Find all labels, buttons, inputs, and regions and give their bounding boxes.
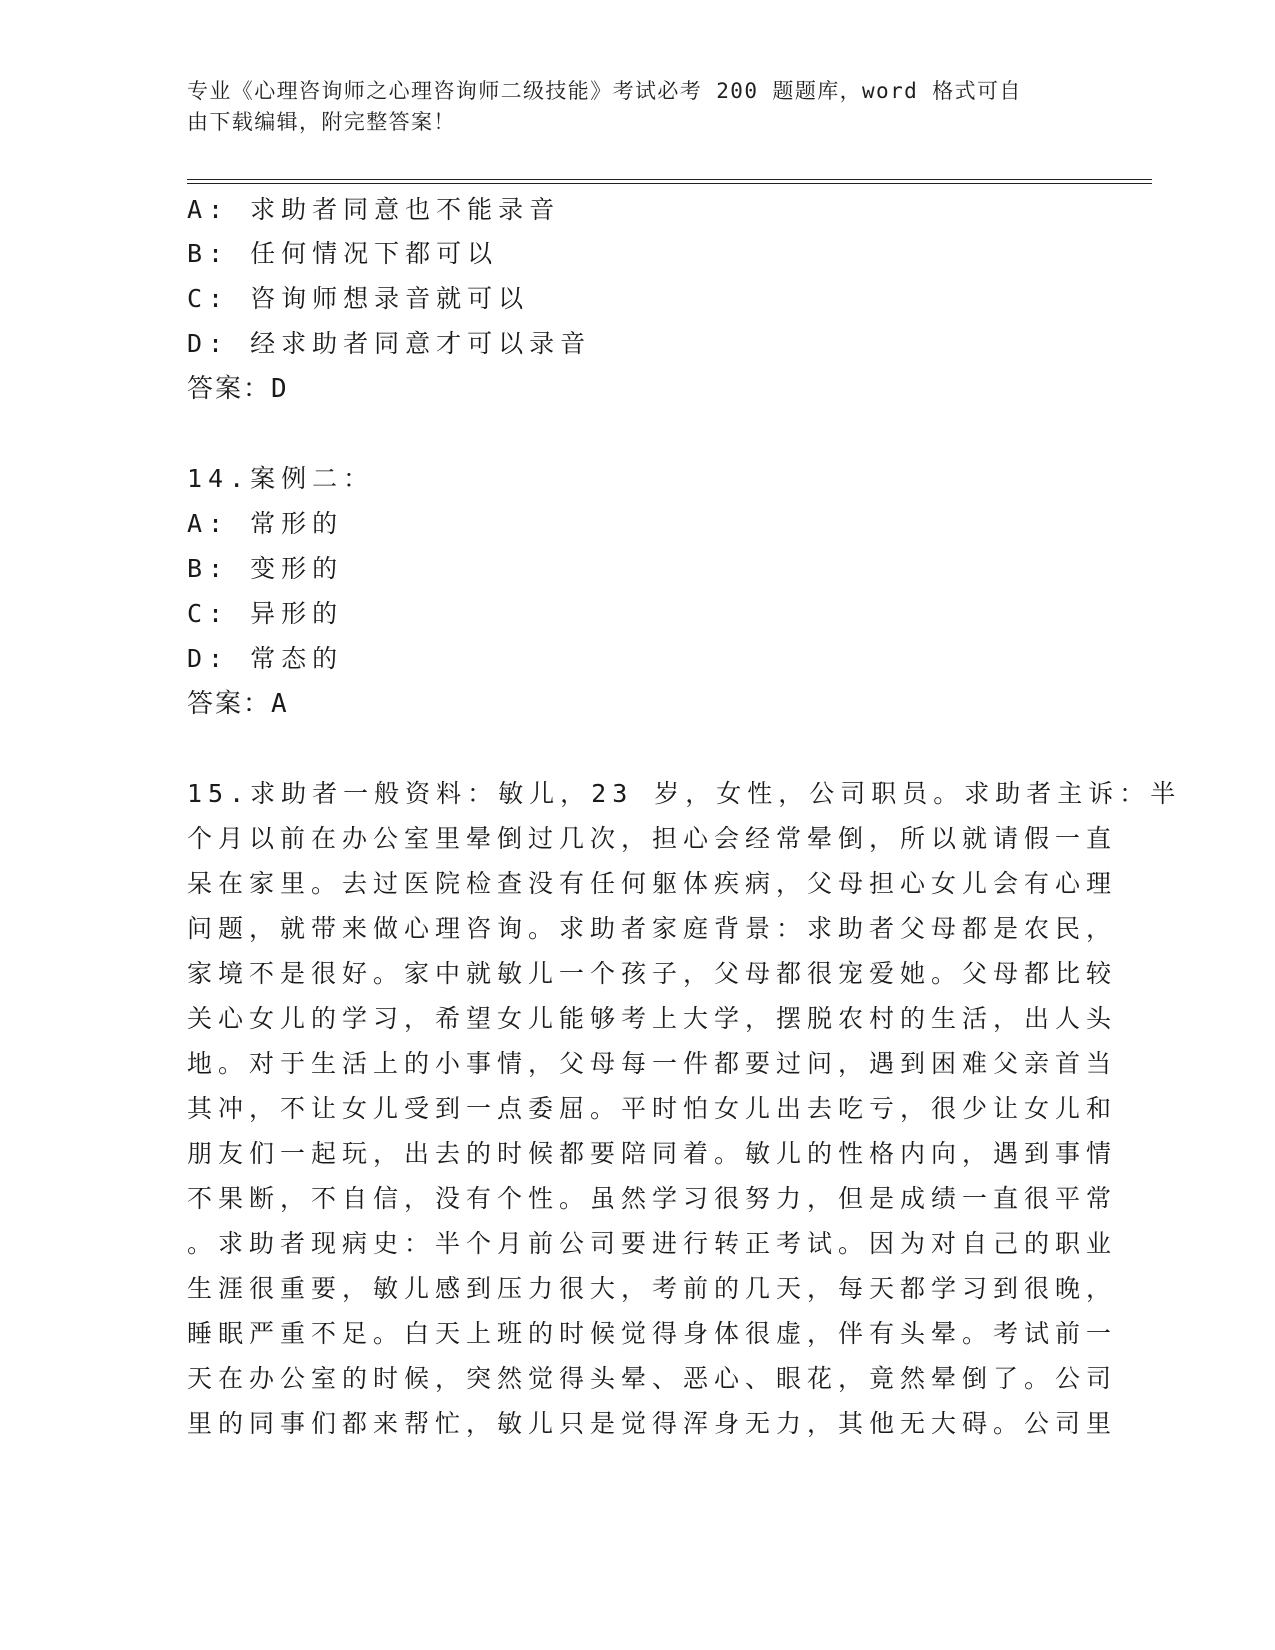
q13-answer: 答案：D xyxy=(187,374,289,404)
q14-question: 14.案例二： xyxy=(187,464,375,493)
q14-option-a: A: 常形的 xyxy=(187,509,344,538)
q15-line: 地。对于生活上的小事情，父母每一件都要过问，遇到困难父亲首当 xyxy=(187,1049,1118,1078)
q13-option-c: C: 咨询师想录音就可以 xyxy=(187,284,530,313)
header-line-1: 专业《心理咨询师之心理咨询师二级技能》考试必考 200 题题库，word 格式可自 xyxy=(187,79,1022,103)
q15-line: 里的同事们都来帮忙，敏儿只是觉得浑身无力，其他无大碍。公司里 xyxy=(187,1409,1118,1438)
q15-line: 生涯很重要，敏儿感到压力很大，考前的几天，每天都学习到很晚， xyxy=(187,1274,1118,1303)
q15-line: 天在办公室的时候，突然觉得头晕、恶心、眼花，竟然晕倒了。公司 xyxy=(187,1364,1118,1393)
q15-line: 家境不是很好。家中就敏儿一个孩子，父母都很宠爱她。父母都比较 xyxy=(187,959,1118,988)
q14-option-d: D: 常态的 xyxy=(187,644,344,673)
q15-line: 睡眠严重不足。白天上班的时候觉得身体很虚，伴有头晕。考试前一 xyxy=(187,1319,1118,1348)
document-header xyxy=(187,76,1067,138)
q15-line: 呆在家里。去过医院检查没有任何躯体疾病，父母担心女儿会有心理 xyxy=(187,869,1118,898)
q15-line: 问题，就带来做心理咨询。求助者家庭背景：求助者父母都是农民， xyxy=(187,914,1118,943)
q14-answer: 答案：A xyxy=(187,689,289,719)
q15-line: 个月以前在办公室里晕倒过几次，担心会经常晕倒，所以就请假一直 xyxy=(187,824,1118,853)
q15-line: 关心女儿的学习，希望女儿能够考上大学，摆脱农村的生活，出人头 xyxy=(187,1004,1118,1033)
q15-line: 不果断，不自信，没有个性。虽然学习很努力，但是成绩一直很平常 xyxy=(187,1184,1118,1213)
q14-option-b: B: 变形的 xyxy=(187,554,344,583)
header-line-2: 由下载编辑，附完整答案！ xyxy=(187,110,456,134)
header-divider-bottom xyxy=(187,183,1152,184)
q15-line: 。求助者现病史：半个月前公司要进行转正考试。因为对自己的职业 xyxy=(187,1229,1118,1258)
q13-option-d: D: 经求助者同意才可以录音 xyxy=(187,329,592,358)
q14-option-c: C: 异形的 xyxy=(187,599,344,628)
q15-line: 15.求助者一般资料：敏儿，23 岁，女性，公司职员。求助者主诉：半 xyxy=(187,779,1182,808)
header-divider-top xyxy=(187,179,1152,180)
q15-line: 朋友们一起玩，出去的时候都要陪同着。敏儿的性格内向，遇到事情 xyxy=(187,1139,1118,1168)
q13-option-b: B: 任何情况下都可以 xyxy=(187,239,499,268)
q13-option-a: A: 求助者同意也不能录音 xyxy=(187,195,561,224)
q15-line: 其冲，不让女儿受到一点委屈。平时怕女儿出去吃亏，很少让女儿和 xyxy=(187,1094,1118,1123)
